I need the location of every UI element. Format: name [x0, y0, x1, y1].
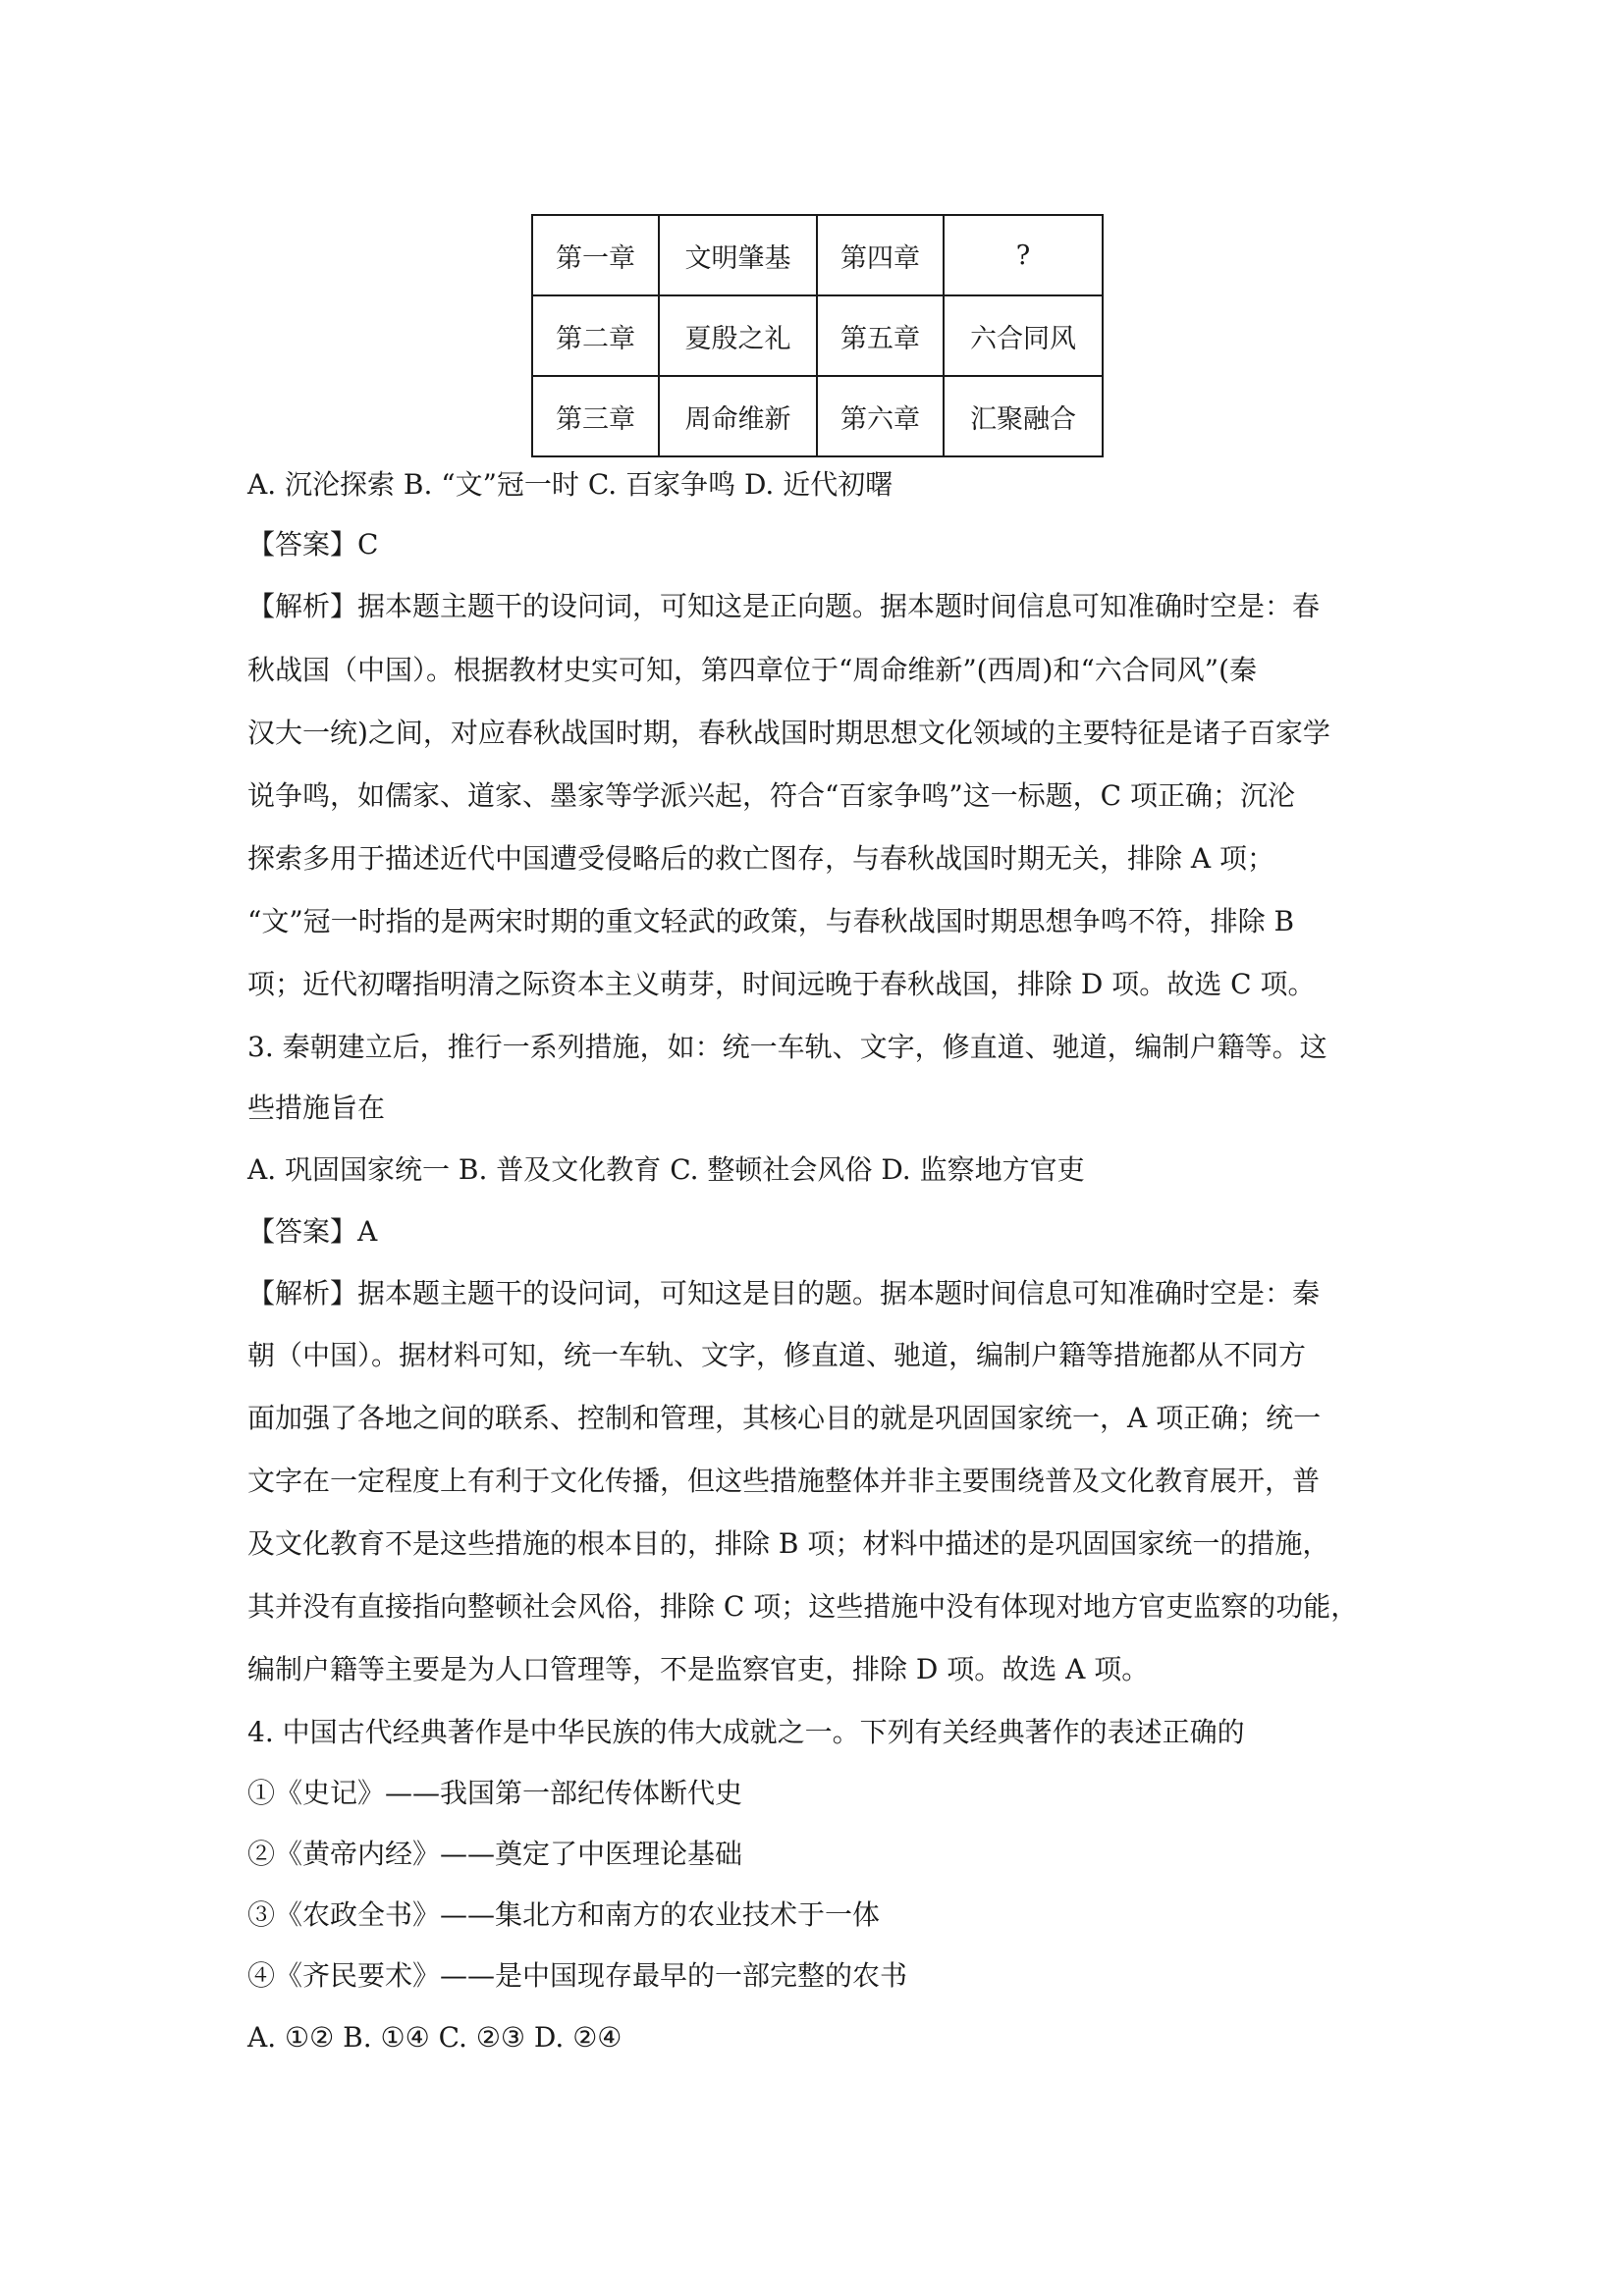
table-row	[532, 215, 1103, 295]
q3-analysis-line: 【解析】据本题主题干的设问词，可知这是目的题。据本题时间信息可知准确时空是：秦	[247, 1277, 1321, 1309]
table-cell: 第一章	[532, 215, 659, 295]
q2-analysis-line: 项；近代初曙指明清之际资本主义萌芽，时间远晚于春秋战国，排除 D 项。故选 C 项。	[247, 968, 1316, 1000]
q3-analysis-line: 朝（中国）。据材料可知，统一车轨、文字，修直道、驰道，编制户籍等措施都从不同方	[247, 1339, 1307, 1371]
q2-answer: 【答案】C	[247, 528, 379, 561]
table-cell: 夏殷之礼	[659, 295, 817, 376]
table-row	[532, 295, 1103, 376]
table-cell: ?	[944, 215, 1103, 295]
q2-options: A. 沉沦探索 B. “文”冠一时 C. 百家争鸣 D. 近代初曙	[247, 468, 893, 501]
q2-analysis-line: “文”冠一时指的是两宋时期的重文轻武的政策，与春秋战国时期思想争鸣不符，排除 B	[247, 905, 1295, 937]
q3-stem-line: 些措施旨在	[247, 1092, 386, 1124]
q4-item: ①《史记》——我国第一部纪传体断代史	[247, 1777, 743, 1809]
q4-item: ④《齐民要术》——是中国现存最早的一部完整的农书	[247, 1959, 908, 1992]
q3-answer: 【答案】A	[247, 1215, 378, 1248]
q3-stem-line: 3. 秦朝建立后，推行一系列措施，如：统一车轨、文字，修直道、驰道，编制户籍等。这	[247, 1031, 1327, 1063]
q3-analysis-line: 面加强了各地之间的联系、控制和管理，其核心目的就是巩固国家统一，A 项正确；统一	[247, 1402, 1322, 1434]
table-cell: 第三章	[532, 376, 659, 456]
table-cell: 第五章	[817, 295, 944, 376]
q4-item: ②《黄帝内经》——奠定了中医理论基础	[247, 1838, 743, 1870]
q2-analysis-line: 探索多用于描述近代中国遭受侵略后的救亡图存，与春秋战国时期无关，排除 A 项；	[247, 842, 1275, 875]
q3-analysis-line: 其并没有直接指向整顿社会风俗，排除 C 项；这些措施中没有体现对地方官吏监察的功能，	[247, 1590, 1359, 1623]
q2-analysis-line: 【解析】据本题主题干的设问词，可知这是正向题。据本题时间信息可知准确时空是：春	[247, 590, 1321, 622]
q4-item: ③《农政全书》——集北方和南方的农业技术于一体	[247, 1898, 881, 1931]
q2-analysis-line: 汉大一统)之间，对应春秋战国时期，春秋战国时期思想文化领域的主要特征是诸子百家学	[247, 717, 1330, 749]
chapter-table	[531, 214, 1104, 457]
q3-analysis-line: 编制户籍等主要是为人口管理等，不是监察官吏，排除 D 项。故选 A 项。	[247, 1653, 1150, 1685]
q3-analysis-line: 及文化教育不是这些措施的根本目的，排除 B 项；材料中描述的是巩固国家统一的措施，	[247, 1527, 1330, 1560]
table-cell: 第二章	[532, 295, 659, 376]
table-cell: 汇聚融合	[944, 376, 1103, 456]
q3-analysis-line: 文字在一定程度上有利于文化传播，但这些措施整体并非主要围绕普及文化教育展开，普	[247, 1465, 1321, 1497]
table-cell: 六合同风	[944, 295, 1103, 376]
table-cell: 第六章	[817, 376, 944, 456]
table-row	[532, 376, 1103, 456]
q2-analysis-line: 说争鸣，如儒家、道家、墨家等学派兴起，符合“百家争鸣”这一标题，C 项正确；沉沦	[247, 779, 1295, 812]
q2-analysis-line: 秋战国（中国）。根据教材史实可知，第四章位于“周命维新”(西周)和“六合同风”(秦	[247, 654, 1258, 686]
q3-options: A. 巩固国家统一 B. 普及文化教育 C. 整顿社会风俗 D. 监察地方官吏	[247, 1153, 1085, 1186]
q4-options: A. ①② B. ①④ C. ②③ D. ②④	[247, 2021, 623, 2054]
table-cell: 文明肇基	[659, 215, 817, 295]
table-cell: 第四章	[817, 215, 944, 295]
q4-stem: 4. 中国古代经典著作是中华民族的伟大成就之一。下列有关经典著作的表述正确的	[247, 1716, 1245, 1748]
table-cell: 周命维新	[659, 376, 817, 456]
